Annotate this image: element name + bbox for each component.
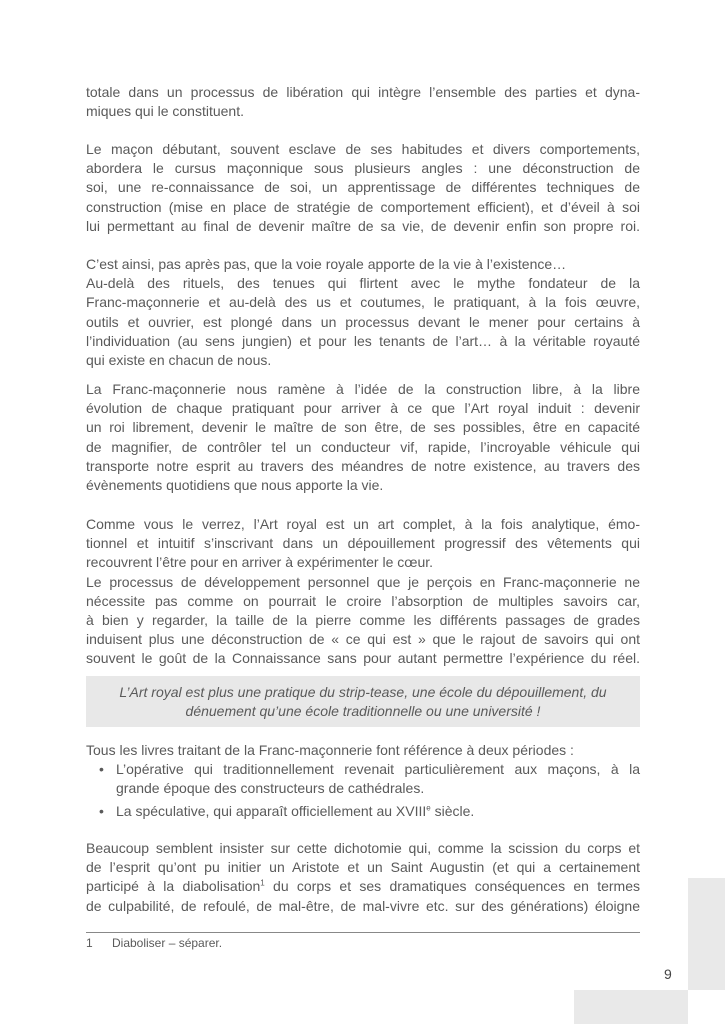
text-line: construction (mise en place de stratégie de comportement efficient), et d’éveil à soi: [86, 198, 640, 215]
text-line: à bien y regarder, la taille de la pierre comme les différents passages de grades: [86, 611, 640, 628]
text-line: l’individuation (au sens jungien) et pour les tenants de l’art… à la véritable royauté: [86, 332, 640, 349]
text-line: grande époque des constructeurs de cathédrales.: [116, 780, 425, 797]
text-line: L’opérative qui traditionnellement revenait particulièrement aux maçons, à la: [116, 761, 640, 778]
text-line: Au-delà des rituels, des tenues qui flirtent avec le mythe fondateur de la: [86, 275, 640, 292]
paragraph-3: [86, 255, 640, 370]
text: La spéculative, qui apparaît officiellement au XVIII: [116, 802, 427, 819]
superscript: e: [426, 802, 431, 812]
text-line: induisent plus une déconstruction de « ce qui est » que le rajout de savoirs qui ont: [86, 631, 640, 648]
quote-line: L’Art royal est plus une pratique du strip-tease, une école du dépouillement, du: [119, 684, 607, 700]
paragraph-1: [86, 83, 640, 121]
page-number: 9: [664, 966, 672, 982]
text-line: totale dans un processus de libération qui intègre l’ensemble des parties et dyna-: [86, 84, 640, 100]
text-line: souvent le goût de la Connaissance sans pour autant permettre l’expérience du réel.: [86, 650, 640, 667]
text: participé à la diabolisation: [86, 878, 261, 895]
text-line: qui existe en chacun de nous.: [86, 351, 272, 368]
text-line: Le processus de développement personnel que je perçois en Franc-maçonnerie ne: [86, 573, 640, 590]
text-line: nécessite pas comme on pourrait le croire l’absorption de multiples savoirs car,: [86, 592, 640, 609]
text-line: abordera le cursus maçonnique sous plusieurs angles : une déconstruction de: [86, 160, 640, 177]
bullet-icon: •: [99, 802, 104, 819]
text-line: Comme vous le verrez, l’Art royal est un art complet, à la fois analytique, émo-: [86, 516, 640, 532]
text-line: évolution de chaque pratiquant pour arriver à ce que l’Art royal induit : devenir: [86, 400, 640, 417]
text-line: transporte notre esprit au travers des méandres de notre existence, au travers des: [86, 457, 640, 474]
paragraph-5: [86, 515, 640, 669]
footnote-number: 1: [86, 936, 93, 950]
text-line: lui permettant au final de devenir maître de sa vie, de devenir enfin son propre roi.: [86, 217, 640, 234]
text-line: recouvrent l’être pour en arriver à expérimenter le cœur.: [86, 554, 434, 571]
text-line: [86, 877, 640, 896]
text-line: outils et ouvrier, est plongé dans un processus devant le mener pour certains à: [86, 313, 640, 330]
text: du corps et ses dramatiques conséquences en termes: [264, 878, 640, 895]
text-line: de culpabilité, de refoulé, de mal-être, de mal-vivre etc. sur des générations) éloigne: [86, 897, 640, 914]
paragraph-4: [86, 380, 640, 495]
text-line: évènements quotidiens que nous apporte la vie.: [86, 476, 384, 493]
footnote: [86, 934, 222, 952]
corner-block: [688, 878, 725, 990]
list-intro: Tous les livres traitant de la Franc-maçonnerie font référence à deux périodes :: [86, 742, 574, 758]
text-line: C’est ainsi, pas après pas, que la voie royale apporte de la vie à l’existence…: [86, 256, 567, 272]
text-line: de magnifier, de contrôler tel un conducteur vif, rapide, l’incroyable véhicule qui: [86, 438, 640, 455]
footnote-divider: [86, 932, 640, 933]
text: siècle.: [430, 802, 475, 819]
footnote-text: Diaboliser – séparer.: [112, 936, 223, 950]
paragraph-6: [86, 839, 640, 916]
text-line: [116, 802, 640, 821]
paragraph-2: [86, 140, 640, 236]
pull-quote: [86, 676, 640, 727]
bullet-icon: •: [99, 761, 104, 778]
text-line: La Franc-maçonnerie nous ramène à l’idée de la construction libre, à la libre: [86, 381, 640, 397]
corner-block: [574, 990, 688, 1024]
text-line: de l’esprit qu’ont pu initier un Aristote et un Saint Augustin (et qui a certainement: [86, 859, 640, 876]
list-section: [86, 741, 640, 821]
list-item: [86, 802, 640, 821]
list-item: [86, 760, 640, 798]
text-line: un roi librement, devenir le maître de son être, de ses possibles, être en capacité: [86, 419, 640, 436]
footnote-ref[interactable]: 1: [260, 878, 265, 888]
text-line: Le maçon débutant, souvent esclave de ses habitudes et divers comportements,: [86, 141, 640, 157]
quote-line: dénuement qu’une école traditionnelle ou une université !: [185, 703, 541, 720]
text-line: Beaucoup semblent insister sur cette dichotomie qui, comme la scission du corps et: [86, 840, 640, 856]
text-line: Franc-maçonnerie et au-delà des us et coutumes, le pratiquant, à la fois œuvre,: [86, 294, 640, 311]
text-line: tionnel et intuitif s’inscrivant dans un dépouillement progressif des vêtements qui: [86, 535, 640, 552]
text-line: soi, une re-connaissance de soi, un apprentissage de différentes techniques de: [86, 179, 640, 196]
text-line: miques qui le constituent.: [86, 103, 244, 120]
